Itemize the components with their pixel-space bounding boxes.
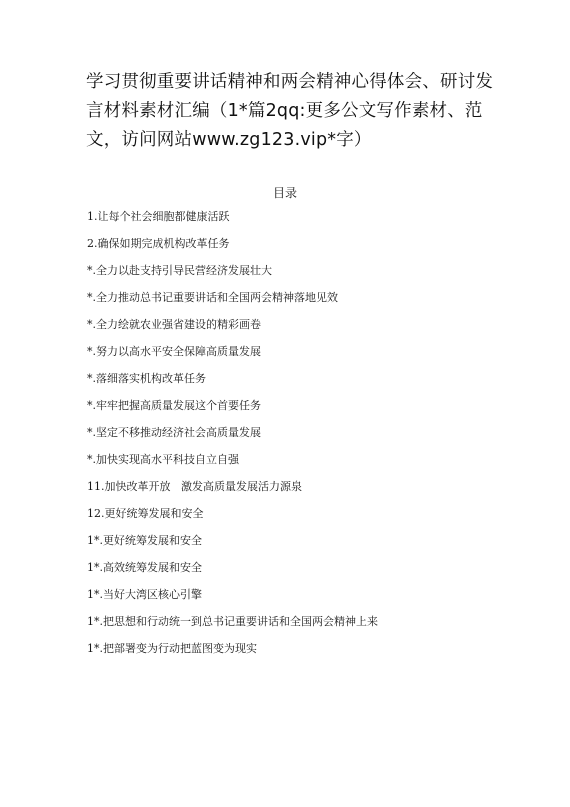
toc-item-11: 11.加快改革开放 激发高质量发展活力源泉 xyxy=(87,480,302,493)
toc-item-17: 1*.把部署变为行动把蓝图变为现实 xyxy=(87,642,257,655)
toc-item-7: *.落细落实机构改革任务 xyxy=(87,372,206,385)
toc-item-12: 12.更好统筹发展和安全 xyxy=(87,507,204,520)
toc-item-14: 1*.高效统筹发展和安全 xyxy=(87,561,202,574)
toc-item-15: 1*.当好大湾区核心引擎 xyxy=(87,588,202,601)
toc-item-8: *.牢牢把握高质量发展这个首要任务 xyxy=(87,399,261,412)
toc-item-16: 1*.把思想和行动统一到总书记重要讲话和全国两会精神上来 xyxy=(87,615,378,628)
toc-item-10: *.加快实现高水平科技自立自强 xyxy=(87,453,239,466)
toc-item-1: 1.让每个社会细胞都健康活跃 xyxy=(87,210,230,223)
toc-item-6: *.努力以高水平安全保障高质量发展 xyxy=(87,345,261,358)
table-of-contents xyxy=(87,203,507,662)
toc-item-4: *.全力推动总书记重要讲话和全国两会精神落地见效 xyxy=(87,291,338,304)
toc-item-3: *.全力以赴支持引导民营经济发展壮大 xyxy=(87,264,272,277)
document-title: 学习贯彻重要讲话精神和两会精神心得体会、研讨发言材料素材汇编（1*篇2qq:更多公文写作素材、范文，访问网站www.zg123.vip*字） xyxy=(86,72,494,150)
toc-item-9: *.坚定不移推动经济社会高质量发展 xyxy=(87,426,261,439)
toc-item-13: 1*.更好统筹发展和安全 xyxy=(87,534,202,547)
toc-item-5: *.全力绘就农业强省建设的精彩画卷 xyxy=(87,318,261,331)
toc-item-2: 2.确保如期完成机构改革任务 xyxy=(87,237,230,250)
toc-heading: 目录 xyxy=(272,186,297,200)
